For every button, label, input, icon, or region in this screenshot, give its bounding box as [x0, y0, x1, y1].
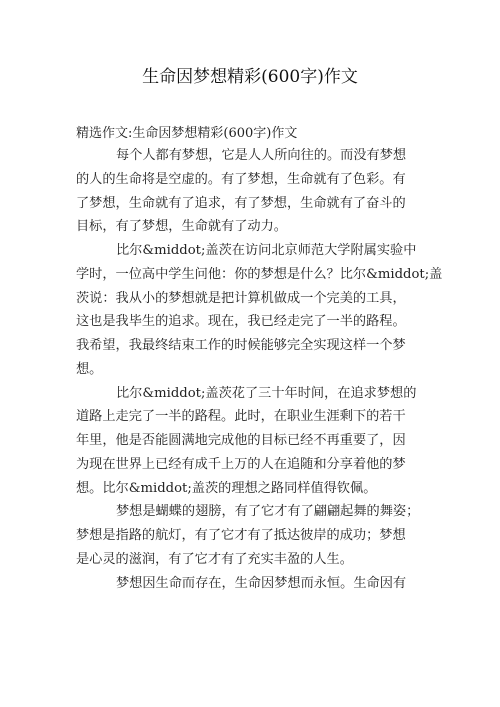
body-line: 梦想是蝴蝶的翅膀，有了它才有了翩翩起舞的舞姿； — [116, 504, 420, 520]
document-title: 生命因梦想精彩(600字)作文 — [142, 67, 358, 87]
body-line: 每个人都有梦想，它是人人所向往的。而没有梦想 — [116, 148, 407, 163]
body-line: 想。比尔&middot;盖茨的理想之路同样值得钦佩。 — [76, 480, 377, 496]
body-line: 梦想是指路的航灯，有了它才有了抵达彼岸的成功；梦想 — [76, 528, 406, 543]
body-line: 道路上走完了一半的路程。此时，在职业生涯剩下的若干 — [76, 409, 406, 425]
body-line: 我希望，我最终结束工作的时候能够完全实现这样一个梦 — [76, 338, 406, 353]
body-line: 比尔&middot;盖茨花了三十年时间，在追求梦想的 — [116, 385, 417, 401]
document-subtitle: 精选作文:生命因梦想精彩(600字)作文 — [76, 126, 298, 141]
body-line: 年里，他是否能圆满地完成他的目标已经不再重要了，因 — [76, 433, 406, 448]
body-line: 的人的生命将是空虚的。有了梦想，生命就有了色彩。有 — [76, 171, 406, 187]
body-line: 目标，有了梦想，生命就有了动力。 — [76, 219, 287, 235]
document-body — [76, 144, 456, 595]
body-line: 是心灵的滋润，有了它才有了充实丰盈的人生。 — [76, 551, 353, 567]
body-line: 了梦想，生命就有了追求，有了梦想，生命就有了奋斗的 — [76, 195, 406, 211]
body-line: 学时，一位高中学生问他：你的梦想是什么？比尔&middot;盖 — [76, 266, 443, 282]
body-line: 茨说：我从小的梦想就是把计算机做成一个完美的工具， — [76, 290, 406, 306]
body-line: 梦想因生命而存在，生命因梦想而永恒。生命因有 — [116, 575, 407, 591]
body-line: 比尔&middot;盖茨在访问北京师范大学附属实验中 — [116, 243, 417, 258]
body-line: 为现在世界上已经有成千上万的人在追随和分享着他的梦 — [76, 456, 406, 472]
body-line: 这也是我毕生的追求。现在，我已经走完了一半的路程。 — [76, 314, 406, 330]
body-line: 想。 — [76, 361, 103, 377]
